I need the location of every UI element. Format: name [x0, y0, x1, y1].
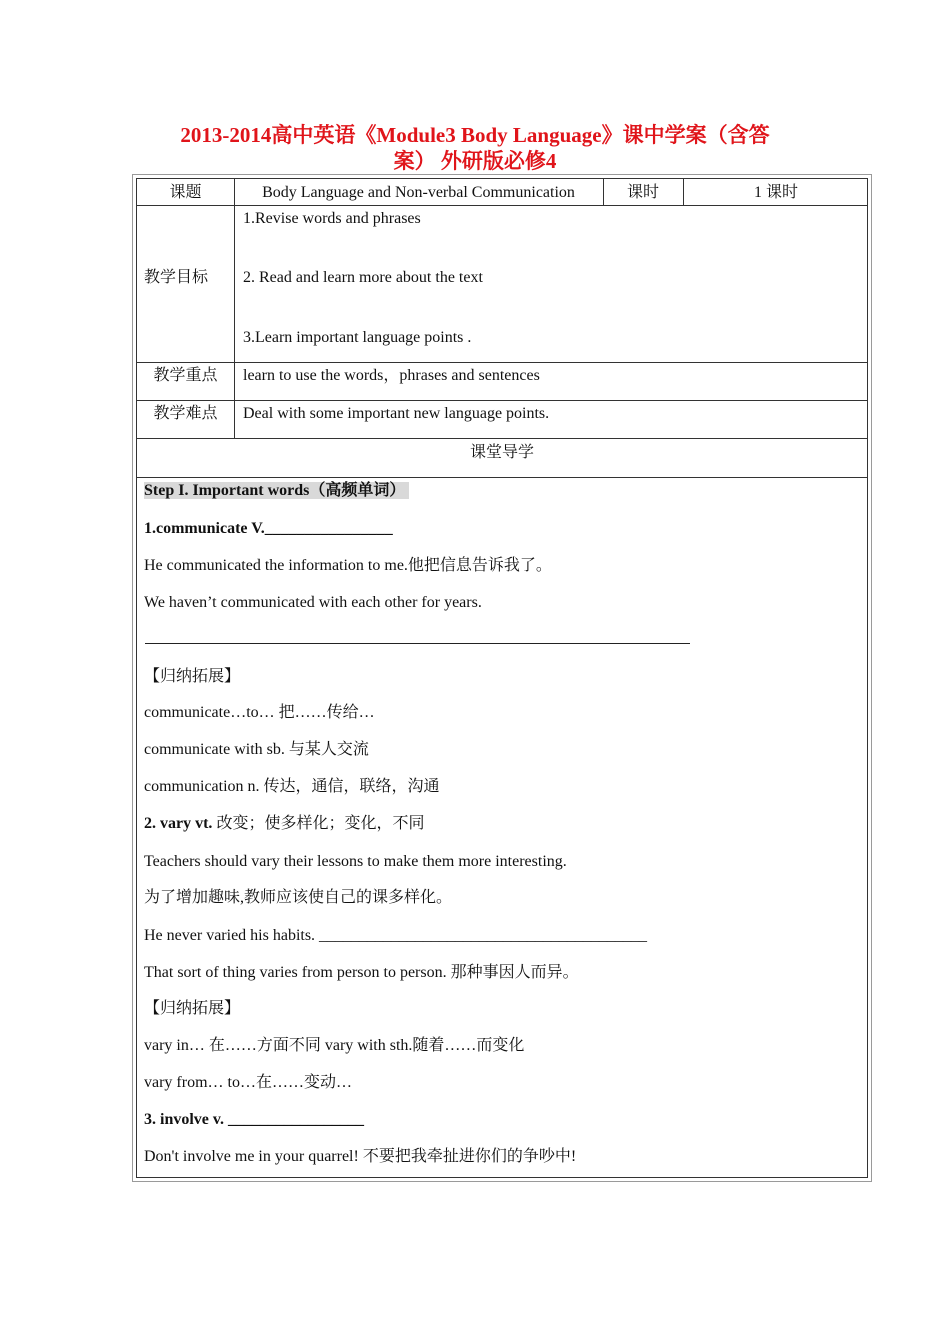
topic-value: Body Language and Non-verbal Communication: [262, 184, 575, 201]
extension-heading: 【归纳拓展】: [144, 668, 241, 685]
row-divider: [137, 438, 867, 439]
row-divider: [137, 205, 867, 206]
extension-item: vary in… 在……方面不同 vary with sth.随着……而变化: [144, 1037, 525, 1054]
word-3-example: Don't involve me in your quarrel! 不要把我牵扯进你们的争吵中!: [144, 1148, 577, 1165]
word-1-example: He communicated the information to me.他把信息告诉我了。: [144, 557, 552, 574]
topic-label: 课题: [169, 184, 202, 201]
row-divider: [137, 477, 867, 478]
word-2-translation: 为了增加趣味,教师应该使自己的课多样化。: [144, 889, 453, 906]
goal-item: 2. Read and learn more about the text: [243, 269, 483, 286]
step-heading-text: Step I. Important words（高频单词）: [144, 482, 409, 499]
row-divider: [137, 400, 867, 401]
period-value: 1 课时: [753, 184, 798, 201]
row-divider: [137, 362, 867, 363]
answer-line: [145, 643, 690, 644]
lesson-plan-table: [132, 174, 872, 1182]
word-2-heading: [144, 814, 424, 834]
document-title: [130, 122, 820, 174]
lesson-plan-table-inner: [136, 178, 868, 1178]
word-2-meaning: 改变；使多样化；变化，不同: [212, 815, 425, 832]
document-title-line-2: 案） 外研版必修4: [393, 149, 557, 173]
period-label: 课时: [626, 184, 659, 201]
word-2-example: Teachers should vary their lessons to make them more interesting.: [144, 853, 567, 870]
column-divider: [234, 179, 235, 438]
word-2-term: 2. vary vt.: [144, 815, 213, 832]
extension-heading: 【归纳拓展】: [144, 1000, 241, 1017]
extension-item: communicate…to… 把……传给…: [144, 704, 375, 721]
step-heading: [144, 481, 409, 501]
extension-item: communicate with sb. 与某人交流: [144, 741, 369, 758]
word-1-example: We haven’t communicated with each other for years.: [144, 594, 482, 611]
document-title-line-1: 2013-2014高中英语《Module3 Body Language》课中学案（含答: [180, 123, 770, 147]
goals-label: 教学目标: [144, 269, 209, 286]
word-2-example: That sort of thing varies from person to person. 那种事因人而异。: [144, 964, 579, 981]
extension-item: vary from… to…在……变动…: [144, 1074, 352, 1091]
goal-item: 3.Learn important language points .: [243, 329, 472, 346]
difficult-points-value: Deal with some important new language points.: [243, 405, 550, 422]
key-points-label: 教学重点: [153, 367, 218, 384]
word-3-heading: 3. involve v. _________________: [144, 1111, 365, 1128]
goal-item: 1.Revise words and phrases: [243, 210, 421, 227]
key-points-value: learn to use the words，phrases and sentences: [243, 367, 540, 384]
word-2-example: He never varied his habits. _________________________________________: [144, 927, 648, 944]
guide-heading: 课堂导学: [469, 444, 534, 461]
difficult-points-label: 教学难点: [153, 405, 218, 422]
extension-item: communication n. 传达，通信，联络，沟通: [144, 778, 440, 795]
word-1-heading: 1.communicate V.________________: [144, 520, 393, 537]
